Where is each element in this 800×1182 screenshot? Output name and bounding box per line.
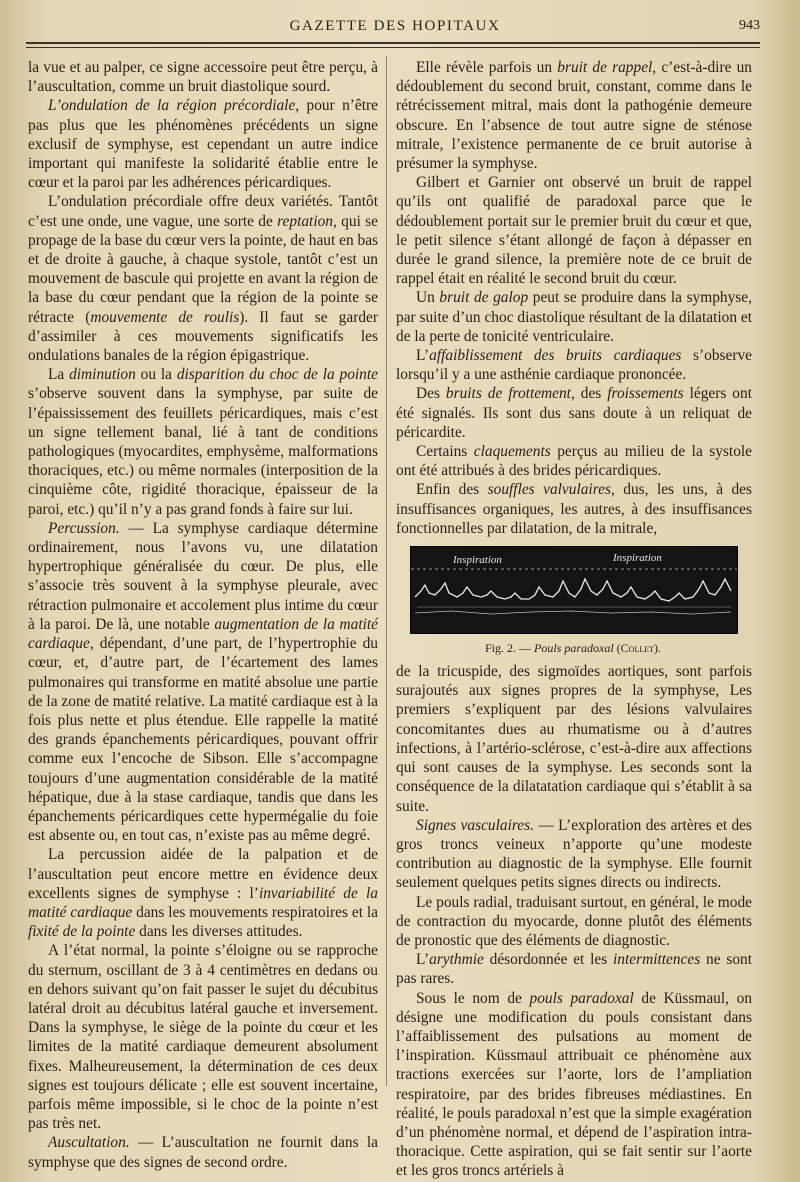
text-run: c’est-à-dire un dédoublement du second bruit, constant, comme dans le rétrécissement mitral, mais dont la pathogénie demeure obscure. En l’absence de tout autre signe de sténose mitrale, l’existence permanente de ce bruit autorise à présumer la symphyse. [396,59,752,173]
text-run: Le pouls radial, traduisant surtout, en général, le mode de contraction du myocarde, donne plutôt des éléments de pronostic que des éléments de diagnostic. [396,893,752,949]
text-run: dus, les uns, à des insuffisances organiques, les autres, à des insuffisances fonctionnelles par dilatation, de la mitrale, [396,481,753,537]
italic-run: Signes vasculaires. [416,816,534,834]
italic-run: Percussion. [48,519,120,537]
text-run: — L’exploration des artères et des gros troncs veineux n’apporte qu’une modeste contribution au diagnostic de la symphyse. Elle fournit seulement quelques petits signes directs ou indirects. [396,816,752,892]
text-run: La percussion aidée de la palpation et de l’auscultation peut encore mettre en évidence deux excellents signes de symphyse : l’ [28,846,378,902]
text-run: ). Il faut se garder d’assimiler à ces mouvements significatifs les ondulations banales de la région épigastrique. [28,308,378,365]
text-run: la vue et au palper, ce signe accessoire peut être perçu, à l’auscultation, comme un bruit diastolique sourd. [28,59,378,96]
text-run: Enfin des [416,481,488,499]
right-column-top-text [396,58,752,538]
figure-pulse-tracing [410,546,736,656]
paragraph [28,845,378,941]
text-run: L’ [416,347,430,365]
text-run: Certains [416,443,474,461]
italic-run: mouvemente de roulis [90,308,240,326]
pulse-tracing-image [410,546,738,634]
paragraph [28,192,378,365]
italic-run: diminution [69,366,136,384]
paragraph [28,519,378,845]
italic-run: Auscultation. [48,1134,130,1152]
text-run: dans les mouvements respiratoires et la [132,903,379,921]
italic-run: bruit de galop [439,289,529,307]
italic-run: affaiblissement des bruits cardiaques [429,347,682,365]
italic-run: augmentation de la matité cardiaque, [28,615,378,653]
paragraph [28,1133,378,1171]
caption-author: (Collet). [616,641,661,656]
paragraph [28,941,378,1133]
italic-run: intermittences [613,951,701,969]
header-rule-thin [26,47,760,48]
paragraph [396,346,752,384]
left-column [28,58,378,1172]
text-run: s’observe lorsqu’il y a une asthénie cardiaque prononcée. [396,347,752,384]
italic-run: claquements [473,443,551,461]
paragraph [396,893,752,951]
text-run: de Küssmaul, on désigne une modification du pouls consistant dans l’affaiblissement des pulsations au moment de l’inspiration. Küssmaul attribuait ce phénomène aux tractions exercées sur l’aorte, lors de l’ampliation respiratoire, par des brides fibreuses médiastines. En réalité, le pouls paradoxal n’est que la simple exagération d’un phénomène normal, et dépend de l’aspiration intra-thoracique. Cette aspiration, qui se fait sentir sur l’aorte et les gros troncs artériels à [396,989,753,1180]
text-run: A l’état normal, la pointe s’éloigne ou se rapproche du sternum, oscillant de 3 à 4 centimètres en dedans ou en dehors suivant qu’on fait passer le sujet du décubitus latéral droit au décubitus latéral gauche et inversement. Dans la symphyse, le siège de la pointe du cœur et les limites de la matité cardiaque demeurent absolument fixes. Malheureusement, la détermination de ces deux signes est toujours délicate ; elle est souvent incertaine, parfois même impossible, si le choc de la pointe n’est pas très net. [28,942,378,1133]
paragraph [396,480,752,538]
page-number: 943 [739,18,760,33]
text-run: Sous le nom de [416,989,530,1007]
italic-run: L’ondulation de la région précordiale, [48,97,300,115]
text-run: Gilbert et Garnier ont observé un bruit de rappel qu’ils ont qualifié de paradoxal parce que le dédoublement portait sur le premier bruit du cœur et que, le petit silence s’étant allongé de façon à dépasser en durée le grand silence, la première note de ce bruit de rappel était en réalité le second bruit du cœur. [396,174,752,288]
text-run: de la tricuspide, des sigmoïdes aortiques, sont parfois surajoutés aux signes propres de la symphyse, Les premiers s’expliquent par des lésions valvulaires concomitantes dues au rhumatisme ou à d’autres infections, à l’artério-sclérose, c’est-à-dire aux affections qui sont causes de la symphyse. Les seconds sont la conséquence de la dilatatation cardiaque qui s’établit à sa suite. [396,663,752,815]
right-column-bottom-text [396,662,752,1180]
caption-prefix: Fig. 2. — [484,641,534,656]
journal-title: GAZETTE DES HOPITAUX [289,18,501,34]
text-run: — L’auscultation ne fournit dans la symphyse que des signes de second ordre. [28,1134,378,1171]
text-run: dans les diverses attitudes. [135,923,303,941]
italic-run: invariabilité de la matité cardiaque [28,884,378,921]
paragraph [28,58,378,96]
italic-run: bruits de frottement, [445,385,575,403]
paragraph [396,989,752,1181]
paragraph [396,384,752,442]
paragraph [396,58,752,173]
inspiration-label-right: Inspiration [613,552,662,565]
header-rule-thick [26,42,760,44]
italic-run: arythmie [429,951,484,969]
text-run: légers ont été signalés. Ils sont dus sans doute à un reliquat de péricardite. [396,385,752,441]
text-run: des [574,385,608,403]
text-run: ou la [135,366,177,384]
text-run: L’ [416,951,430,969]
text-run: pour n’être pas plus que les phénomènes précédents un signe exclusif de symphyse, est cependant un autre indice important qui manifeste la solidarité établie entre le cœur et la paroi par les adhérences péricardiques. [28,97,378,192]
italic-run: fixité de la pointe [28,923,136,941]
running-header [30,16,760,40]
italic-run: reptation, [277,212,337,230]
text-run: Des [416,385,446,403]
column-divider [386,56,387,1086]
italic-run: souffles valvulaires, [487,481,615,499]
secondary-trace [415,611,731,614]
italic-run: froissements [607,385,684,403]
paragraph [28,96,378,192]
text-run: Elle révèle parfois un [416,59,558,76]
text-run: qui se propage de la base du cœur vers la pointe, de haut en bas et de droite à gauche, à chaque systole, tantôt c’est un mouvement de bascule qui projette en avant la région de la base du cœur pendant que la région de la pointe se rétracte ( [28,212,379,326]
italic-run: pouls paradoxal [529,989,634,1007]
pulse-tracing-svg [411,547,737,633]
text-run: La [48,366,70,384]
paragraph [396,950,752,988]
text-run: ne sont pas rares. [396,951,752,988]
text-run: perçus au milieu de la systole ont été attribués à des brides péricardiques. [396,443,753,480]
text-run: — La symphyse cardiaque détermine ordinairement, nous l’avons vu, une dilatation hypertrophique généralisée du cœur. De plus, elle s’associe très souvent à la symphyse pleurale, avec rétraction pulmonaire et accolement plus intime du cœur à la paroi. De là, une notable [28,519,378,633]
text-run: désordonnée et les [483,951,614,969]
paragraph [396,816,752,893]
text-run: L’ondulation précordiale offre deux variétés. Tantôt c’est une onde, une vague, une sorte de [28,193,378,230]
caption-title: Pouls paradoxal [534,641,614,656]
right-column [396,58,752,1181]
paragraph [396,173,752,288]
inspiration-label-left: Inspiration [453,554,502,567]
text-run: peut se produire dans la symphyse, par suite d’un choc diastolique résultant de la dilatation et de la perte de tonicité ventriculaire. [396,289,753,345]
paragraph [28,365,378,519]
paragraph [396,662,752,816]
paragraph [396,288,752,346]
paragraph [396,442,752,480]
italic-run: bruit de rappel, [557,59,657,76]
pulse-trace [415,579,731,601]
text-run: dépendant, d’une part, de l’hypertrophie du cœur, et, d’autre part, de l’écartement des lames pulmonaires qui transforme en matité absolue une partie de la zone de matité relative. La matité cardiaque est à la fois plus nette et plus étendue. Elle rappelle la matité des grands épanchements péricardiques, pouvant offrir comme eux l’encoche de Sibson. Elle s’accompagne toujours d’une augmentation considérable de la matité hépatique, due à la stase cardiaque, tandis que dans les épanchements péricardiques cette hypermégalie du foie est absente ou, en tout cas, n’existe pas au même degré. [28,635,378,845]
text-run: s’observe souvent dans la symphyse, par suite de l’épaississement des feuillets péricardiques, mais c’est un signe tellement banal, lié à tant de conditions pathologiques (myocardites, emphysème, malformations thoraciques, etc.) ou même normales (interposition de la cinquième côte, rigidité thoracique, épaisseur de la paroi, etc.) qu’il n’y a pas grand fonds à faire sur lui. [28,385,378,518]
figure-caption [410,640,736,656]
italic-run: disparition du choc de la pointe [176,366,378,384]
text-run: Un [416,289,440,307]
